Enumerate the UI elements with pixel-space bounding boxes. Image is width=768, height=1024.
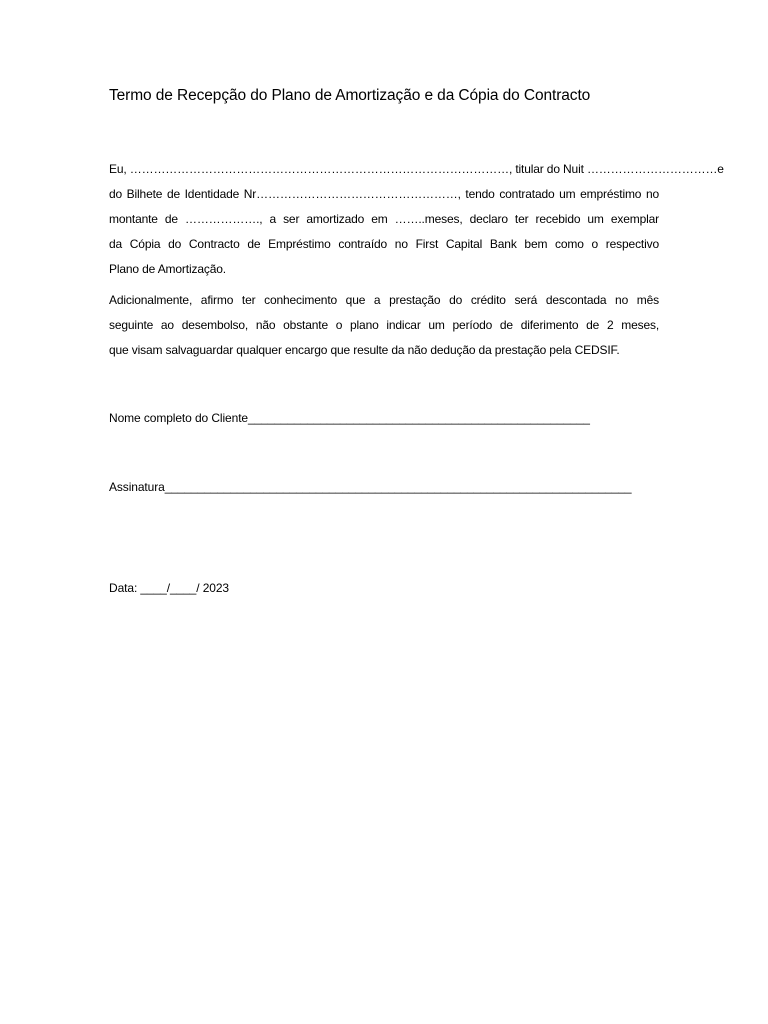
paragraph-line: Plano de Amortização.: [109, 262, 226, 276]
client-name-field: Nome completo do Cliente____________________________________________________: [109, 411, 590, 425]
paragraph-line: montante de ………………., a ser amortizado em ……..meses, declaro ter recebido um exemplar: [109, 212, 659, 226]
date-field: Data: ____/____/ 2023: [109, 581, 230, 595]
paragraph-line: do Bilhete de Identidade Nr……………………………………………, tendo contratado um empréstimo no: [109, 187, 659, 201]
paragraph-line: da Cópia do Contracto de Empréstimo contraído no First Capital Bank bem como o respectivo: [109, 237, 659, 251]
signature-field: Assinatura_______________________________________________________________________: [109, 480, 632, 494]
paragraph-line: que visam salvaguardar qualquer encargo que resulte da não dedução da prestação pela CEDSIF.: [109, 343, 620, 357]
paragraph-line: Eu, ……………………………………………………………………………………, titular do Nuit ……………………………e: [109, 162, 724, 176]
paragraph-line: seguinte ao desembolso, não obstante o plano indicar um período de diferimento de 2 meses,: [109, 318, 659, 332]
declaration-paragraph: [109, 157, 724, 282]
document-title: Termo de Recepção do Plano de Amortização e da Cópia do Contracto: [109, 87, 591, 104]
additional-paragraph: [109, 288, 659, 363]
paragraph-line: Adicionalmente, afirmo ter conhecimento que a prestação do crédito será descontada no mês: [109, 293, 659, 307]
